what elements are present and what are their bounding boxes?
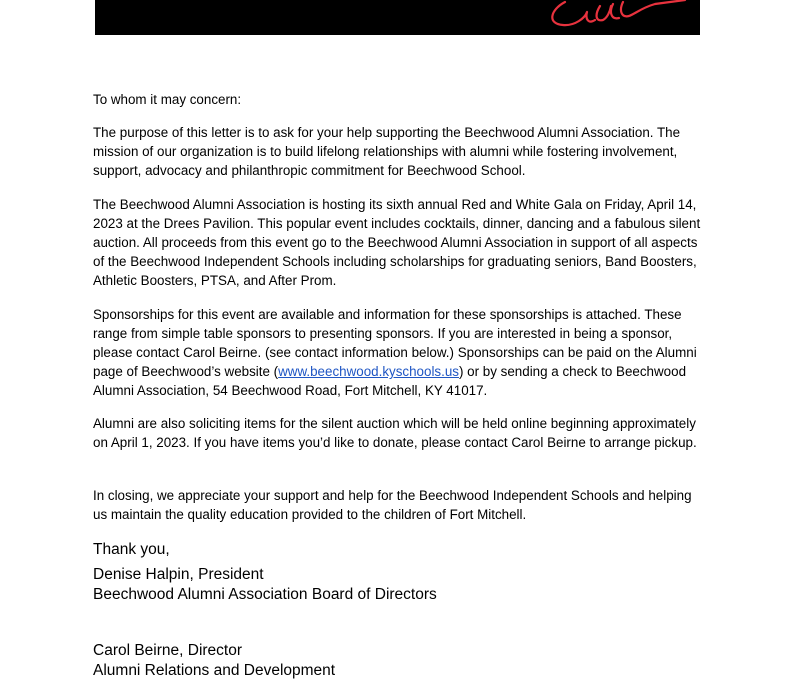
director-title: Alumni Relations and Development (93, 662, 336, 679)
gala-script-logo (95, 0, 700, 35)
director-name: Carol Beirne, Director (93, 642, 243, 659)
website-link[interactable]: www.beechwood.kyschools.us (278, 364, 459, 379)
header-banner (95, 0, 700, 35)
signature-block-president (93, 565, 705, 605)
paragraph-purpose: The purpose of this letter is to ask for your help supporting the Beechwood Alumni Association. The mission of our organization is to build lifelong relationships with alumni while fostering involvement, support, advocacy and philanthropic commitment for Beechwood School. (93, 125, 681, 178)
paragraph-sponsorships (93, 305, 705, 400)
president-name: Denise Halpin, President (93, 566, 264, 583)
signature-block-director (93, 641, 705, 681)
president-organization: Beechwood Alumni Association Board of Directors (93, 586, 437, 603)
sponsorship-text-start: Sponsorships for this event are available and information for these sponsorships is attached. These range from simple table sponsors to presenting sponsors. If you are interested in being a sponsor, please contact Carol Beirne. (see contact information below.) Sponsorships can be paid on the Alumni page of Beechwood’s website ( (93, 307, 697, 379)
paragraph-event: The Beechwood Alumni Association is hosting its sixth annual Red and White Gala on Friday, April 14, 2023 at the Drees Pavilion. This popular event includes cocktails, dinner, dancing and a fabulous silent auction. All proceeds from this event go to the Beechwood Alumni Association in support of all aspects of the Beechwood Independent Schools including scholarships for graduating seniors, Band Boosters, Athletic Boosters, PTSA, and After Prom. (93, 197, 701, 288)
sponsorship-text-end: ) or by sending a check to Beechwood Alumni Association, 54 Beechwood Road, Fort Mitchell, KY 41017. (93, 364, 687, 398)
paragraph-closing: In closing, we appreciate your support and help for the Beechwood Independent Schools and helping us maintain the quality education provided to the children of Fort Mitchell. (93, 488, 692, 522)
greeting: To whom it may concern: (93, 92, 242, 107)
closing-thanks: Thank you, (93, 541, 170, 558)
paragraph-auction: Alumni are also soliciting items for the silent auction which will be held online beginning approximately on April 1, 2023. If you have items you’d like to donate, please contact Carol Beirne to arrange pickup. (93, 416, 697, 450)
